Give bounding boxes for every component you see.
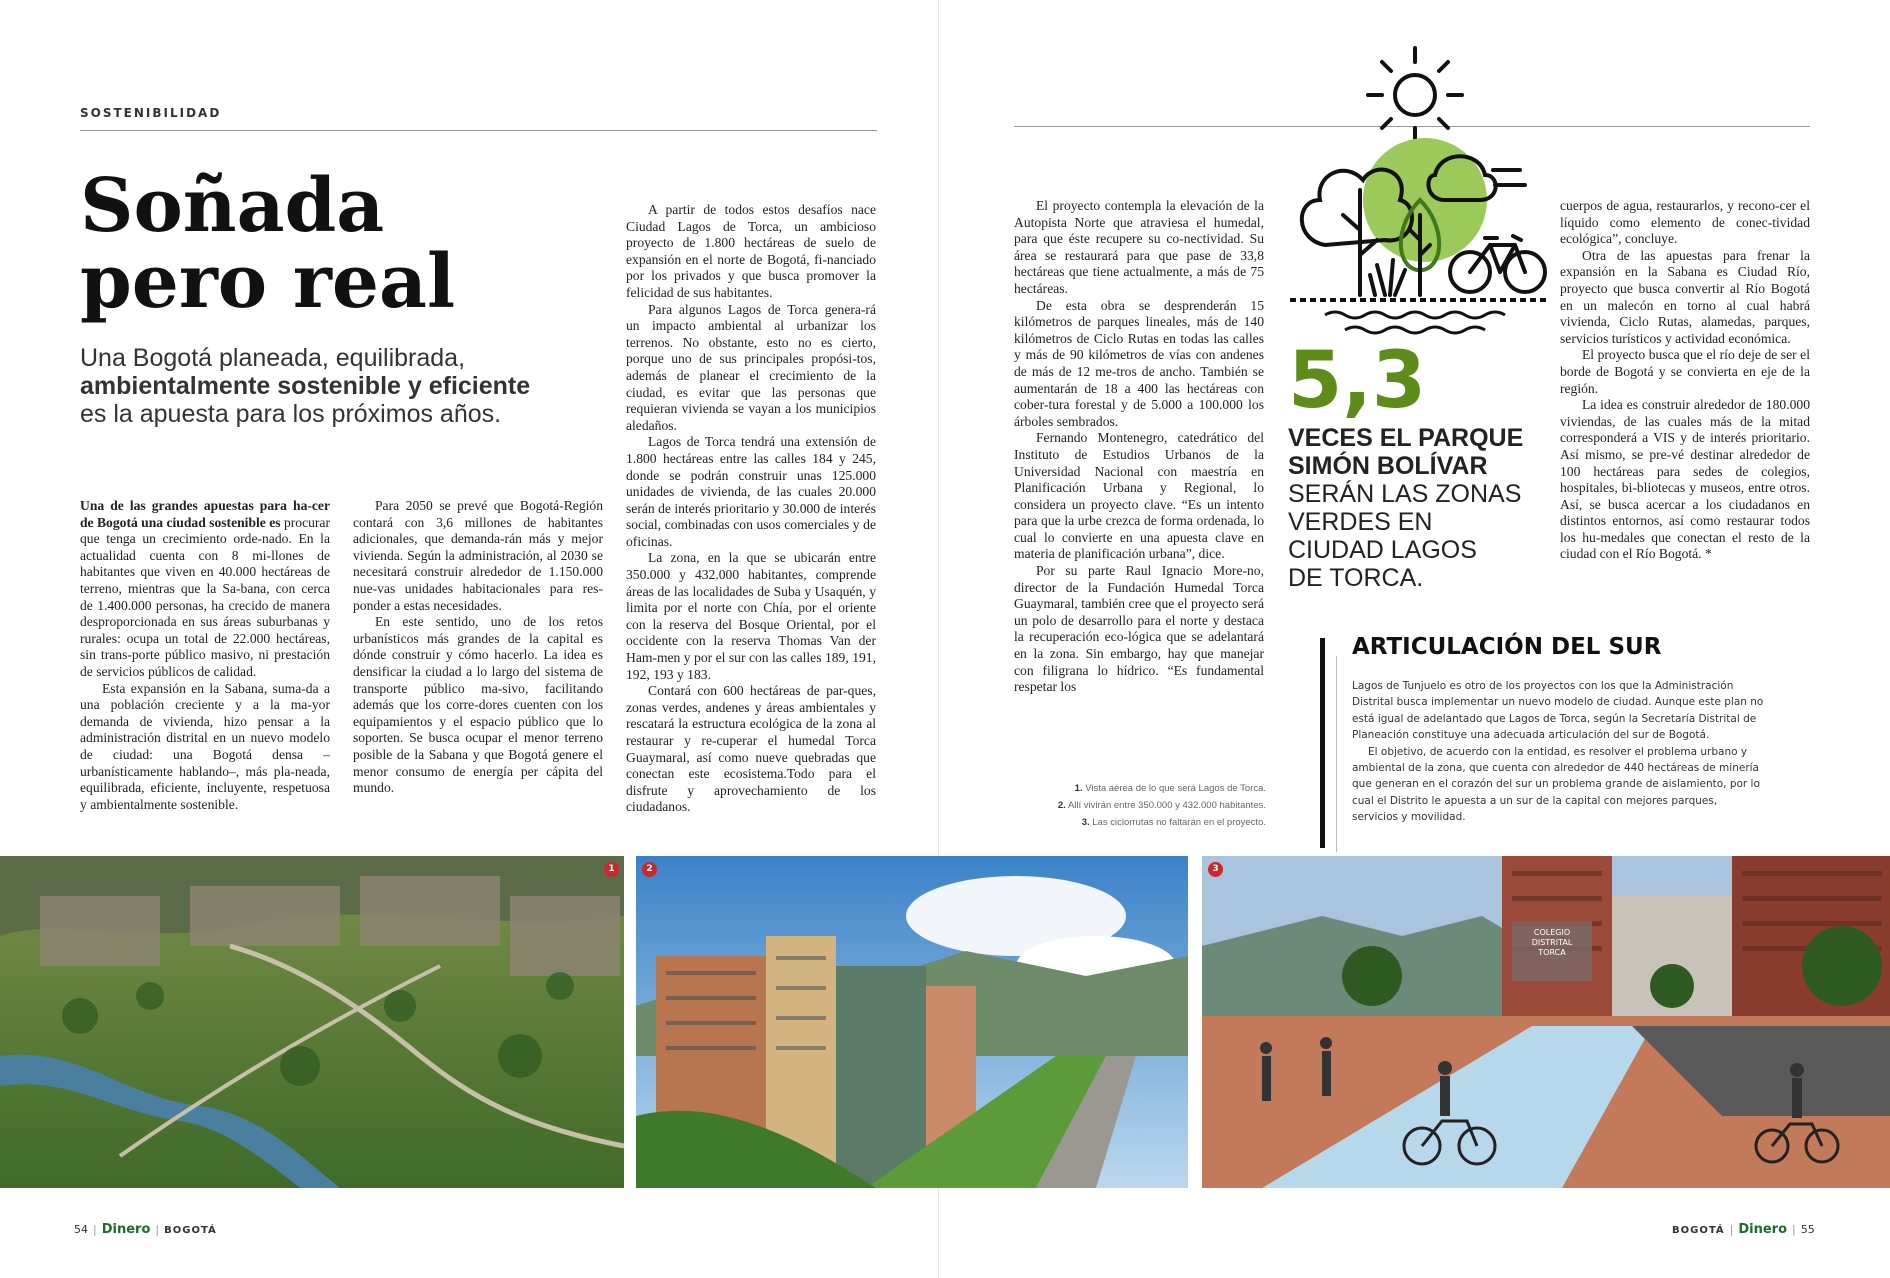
caption-item: [1000, 814, 1266, 831]
footer-right: BOGOTÁ | Dinero | 55: [1672, 1222, 1815, 1237]
article-column-4: [1014, 198, 1264, 696]
sidebox-title: ARTICULACIÓN DEL SUR: [1352, 634, 1662, 660]
caption-number: 3.: [1081, 817, 1090, 828]
paragraph: Por su parte Raul Ignacio More-no, director de la Fundación Humedal Torca Guaymaral, también cree que el proyecto será un polo de desarrollo para el norte y destaca la recuperación eco-lógica que se adelantará en la zona. Sin embargo, hay que manejar con filigrana lo hídrico. “Es fundamental respetar los: [1014, 563, 1264, 695]
footer-section-right: BOGOTÁ: [1672, 1225, 1725, 1236]
paragraph: cuerpos de agua, restaurarlos, y recono-cer el líquido como elemento de conec-tividad ecológica”, concluye.: [1560, 198, 1810, 247]
paragraph: Fernando Montenegro, catedrático del Instituto de Estudios Urbanos de la Universidad Nacional con maestría en Planificación Urbana y Regional, lo considera un proyecto clave. “Es un intento para que la urbe crezca de forma ordenada, lo cual lo convierte en una apuesta clave en materia de planificación urbana”, dice.: [1014, 430, 1264, 562]
sidebox-paragraph: El objetivo, de acuerdo con la entidad, es resolver el problema urbano y ambiental de la zona, que cuenta con alrededor de 440 hectáreas de minería que generan en el corazón del sur un problema grande de aislamiento, por lo cual el Distrito le apuesta a un sur de la capital con mejores parques, servicios y movilidad.: [1352, 745, 1760, 824]
paragraph: Contará con 600 hectáreas de par-ques, zonas verdes, andenes y áreas ambientales y rescatará la estructura ecológica de la zona al restaurar y re-cuperar el humedal Torca Guaymaral, así como nueve quebradas que conectan este ecosistema.Todo para el disfrute y aprovechamiento de los ciudadanos.: [626, 683, 876, 815]
stat-line-3: SERÁN LAS ZONAS: [1288, 480, 1522, 508]
section-tag: SOSTENIBILIDAD: [80, 106, 222, 120]
paragraph: Esta expansión en la Sabana, suma-da a una población creciente y a la ma-yor demanda de vivienda, hizo pensar a la administración distrital en un nuevo modelo de ciudad: una Bogotá densa –urbanísticamente hablando–, más pla-neada, equilibrada, eficiente, incluyente, respetuosa y ambientalmente sostenible.: [80, 680, 330, 812]
sidebox-text: [1352, 678, 1766, 826]
brand-logo-left: Dinero: [101, 1222, 151, 1237]
sidebox-accent-bar: [1320, 638, 1325, 848]
aerial-image: [0, 856, 624, 1188]
headline-line-1: Soñada: [80, 163, 385, 249]
paragraph: Otra de las apuestas para frenar la expansión en la Sabana es Ciudad Río, proyecto que busca convertir al Río Bogotá en un malecón en torno al cual habrá vivienda, Ciclo Rutas, alamedas, parques, servicios turísticos y actividad económica.: [1560, 247, 1810, 346]
brand-logo-right: Dinero: [1738, 1222, 1788, 1237]
sidebox-rule: [1336, 656, 1337, 852]
photo-residential-park: [636, 856, 1188, 1188]
paragraph: De esta obra se desprenderán 15 kilómetros de parques lineales, más de 140 kilómetros de Ciclo Rutas en todas las calles y más de 90 kilómetros de vías con andenes de más de 12 me-tros de ancho. También se aumentarán de 18 a 400 las hectáreas con cober-tura forestal y de 5.000 a 100.000 los árboles sembrados.: [1014, 297, 1264, 429]
paragraph: Para algunos Lagos de Torca genera-rá un impacto ambiental al urbanizar los terrenos. No obstante, esto no es cierto, porque uno de sus principales propósi-tos, además de planear el crecimiento de la ciudad, es evitar que las personas que requieran vivienda se vayan a los municipios aledaños.: [626, 301, 876, 433]
paragraph: La zona, en la que se ubicarán entre 350.000 y 432.000 habitantes, comprende áreas de las localidades de Suba y Usaquén, y limita por el norte con Chía, por el oriente con la reserva del Bosque Oriental, por el occidente con la reserva Thomas Van der Ham-men y por el sur con las calles 189, 191, 192, 193 y 183.: [626, 550, 876, 682]
footer-section-left: BOGOTÁ: [164, 1225, 217, 1236]
article-column-3: [626, 202, 876, 816]
sun-icon: [1395, 75, 1435, 115]
paragraph: El proyecto contempla la elevación de la Autopista Norte que atraviesa el humedal, para que éste recupere su co-nectividad. Su área se restaurará para que pase de 33,8 hectáreas que tiene actualmente, a más de 75 hectáreas.: [1014, 198, 1264, 296]
paragraph: A partir de todos estos desafíos nace Ciudad Lagos de Torca, un ambicioso proyecto de 1.800 hectáreas de suelo de expansión en el norte de Bogotá, fi-nanciado por los privados y que busca promover la felicidad de sus habitantes.: [626, 202, 876, 300]
subhead: [80, 344, 600, 428]
paragraph: Lagos de Torca tendrá una extensión de 1.800 hectáreas entre las calles 184 y 245, donde se podrán construir unas 125.000 unidades de vivienda, de las cuales 20.000 serán de interés prioritario y 30.000 de interés social, combinadas con usos comerciales y de oficinas.: [626, 434, 876, 549]
stat-bold-1: VECES EL PARQUE: [1288, 424, 1524, 452]
article-column-5: [1560, 198, 1810, 563]
caption-text: Allí vivirán entre 350.000 y 432.000 habitantes.: [1067, 800, 1266, 811]
grass-icon: [1370, 260, 1405, 295]
stat-description: [1288, 424, 1558, 592]
caption-item: [1000, 780, 1266, 797]
headline-line-2: pero real: [80, 239, 456, 325]
stat-line-4: VERDES EN: [1288, 508, 1433, 536]
stat-line-5: CIUDAD LAGOS: [1288, 536, 1477, 564]
paragraph: En este sentido, uno de los retos urbanísticos más grandes de la capital es dónde construir y cómo hacerlo. La idea es densificar la ciudad a lo largo del sistema de transporte público ma-sivo, facilitando además que los corre-dores cuenten con los equipamientos y el espacio público que lo soporten. Se busca ocupar el menor terreno posible de la Sabana y que Bogotá genere el menor consumo de energía per cápita del mundo.: [353, 614, 603, 796]
subhead-part-2: ambientalmente sostenible y eficiente: [80, 372, 531, 400]
caption-number: 1.: [1074, 783, 1083, 794]
water-icon: [1325, 312, 1505, 333]
footer-left: 54 | Dinero | BOGOTÁ: [74, 1222, 217, 1237]
article-column-2: [353, 498, 603, 797]
page-number-right: 55: [1800, 1223, 1815, 1236]
headline: [80, 163, 520, 325]
lead-in: Una de las grandes apuestas para ha-cer de Bogotá una ciudad sostenible es: [80, 498, 330, 530]
school-sign: COLEGIO DISTRITAL TORCA: [1531, 928, 1573, 957]
sidebox-paragraph: Lagos de Tunjuelo es otro de los proyectos con los que la Administración Distrital busca implementar un nuevo modelo de ciudad. Aunque este plan no está igual de adelantado que Lagos de Torca, según la Secretaría Distrital de Planeación constituye una adecuada articulación del sur de Bogotá.: [1352, 680, 1764, 742]
photo-badge-2: 2: [642, 862, 657, 877]
photo-bike-lanes: [1202, 856, 1890, 1188]
paragraph: La idea es construir alrededor de 180.000 viviendas, de las cuales más de la mitad corresponderá a VIS y de interés prioritario. Así mismo, se pre-vé destinar alrededor de 100 hectáreas para sedes de colegios, hospitales, bi-bliotecas y museos, entre otros. Así, se busca acercar a los ciudadanos en distintos entornos, así como restaurar todos los hu-medales que conectan el resto de la ciudad con el Río Bogotá. *: [1560, 397, 1810, 562]
caption-item: [1000, 797, 1266, 814]
caption-number: 2.: [1057, 800, 1066, 811]
photo-aerial-view: [0, 856, 624, 1188]
photo-captions: [1000, 780, 1266, 831]
lead-rest: procurar que tenga un crecimiento orde-nado. En la actualidad cuenta con 8 mi-llones de habitantes que viven en 40.000 hectáreas de terreno, mientras que la Sa-bana, con cerca de 1.400.000 personas, ha crecido de manera desproporcionada en sus áreas suburbanas y rurales: ocupa un total de 22.000 hectáreas, sin trans-porte público masivo, ni prestación de servicios públicos de calidad.: [80, 514, 330, 679]
paragraph: Para 2050 se prevé que Bogotá-Región contará con 3,6 millones de habitantes adicionales, que demanda-rán más y mejor vivienda. Según la administración, al 2030 se necesitará construir alrededor de 1.150.000 nue-vas unidades habitacionales para res-ponder a estas necesidades.: [353, 498, 603, 613]
header-rule-left: [80, 130, 877, 131]
photo-badge-1: 1: [604, 862, 619, 877]
caption-text: Vista aérea de lo que será Lagos de Torca.: [1085, 783, 1266, 794]
stat-number: 5,3: [1288, 336, 1427, 426]
bike-lane-image: [1202, 856, 1890, 1188]
paragraph: El proyecto busca que el río deje de ser el borde de Bogotá y se convierta en eje de la región.: [1560, 347, 1810, 396]
photo-badge-3: 3: [1208, 862, 1223, 877]
park-illustration: [1285, 40, 1555, 340]
article-column-1: [80, 498, 330, 813]
stat-bold-2: SIMÓN BOLÍVAR: [1288, 452, 1488, 480]
paragraph: [80, 498, 330, 681]
page-number-left: 54: [74, 1223, 88, 1236]
residential-image: [636, 856, 1188, 1188]
stat-line-6: DE TORCA.: [1288, 564, 1424, 592]
caption-text: Las ciclorrutas no faltarán en el proyecto.: [1092, 817, 1266, 828]
sun-rays: [1368, 48, 1462, 140]
subhead-part-3: es la apuesta para los próximos años.: [80, 400, 502, 428]
subhead-part-1: Una Bogotá planeada, equilibrada,: [80, 344, 466, 372]
